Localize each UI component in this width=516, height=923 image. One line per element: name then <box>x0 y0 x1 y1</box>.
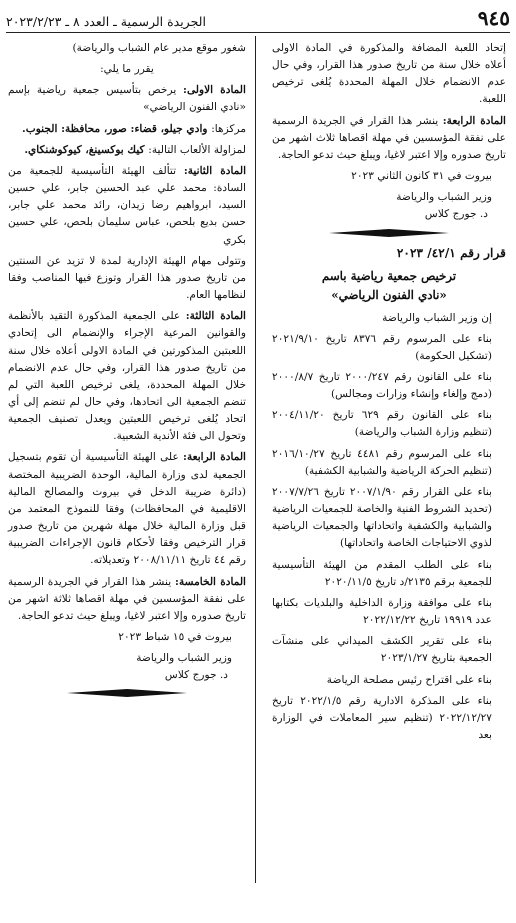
signing-minister: وزير الشباب والرياضة <box>136 652 232 665</box>
signing-minister: وزير الشباب والرياضة <box>396 191 492 204</box>
preamble-item: بناء على المرسوم رقم ٤٤٨١ تاريخ ٢٠١٦/١٠/٢٧ (تنظيم الحركة الرياضية والشبابية الكشفية) <box>272 447 492 477</box>
article-text: ينشر هذا القرار في الجريدة الرسمية على نفقة المؤسسين في مهلة اقصاها ثلاث اشهر من تاريخ صدوره وإلا اعتبر لاغيا، ويبلغ حيث تدعو الحاجة. <box>272 114 506 161</box>
article-text: ينشر هذا القرار في الجريدة الرسمية على نفقة المؤسسين في مهلة اقصاها ثلاثة اشهر من تاريخ صدوره وإلا اعتبر لاغيا، ويبلغ حيث تدعو الحاجة. <box>8 575 246 622</box>
preamble-item: بناء على المرسوم رقم ٨٣٧٦ تاريخ ٢٠٢١/٩/١٠ (تشكيل الحكومة) <box>272 332 492 362</box>
preamble-item: بناء على تقرير الكشف الميداني على منشآت الجمعية بتاريخ ٢٠٢٣/١/٢٧ <box>272 635 492 665</box>
article-label: المادة الاولى: <box>183 84 246 97</box>
location-label: مركزها: <box>211 122 246 135</box>
article-one-paragraph <box>8 82 246 116</box>
article-four-paragraph <box>272 113 506 164</box>
gazette-title: الجريدة الرسمية ـ العدد ٨ ـ ٢٠٢٣/٢/٢٣ <box>6 14 206 29</box>
article-four-paragraph <box>8 449 246 569</box>
decides-heading: يقرر ما يلي: <box>100 63 154 76</box>
decision-club-name: «نادي الفنون الرياضي» <box>331 288 447 303</box>
column-divider <box>255 36 256 883</box>
preamble-item: بناء على القانون رقم ٦٢٩ تاريخ ٢٠٠٤/١١/٢٠ (تنظيم وزارة الشباب والرياضة) <box>272 409 492 439</box>
article-two-paragraph <box>8 163 246 249</box>
article-text: على الجمعية المذكورة التقيد بالأنظمة والقوانين المرعية الإجراء والإنضمام الى إتحادي اللعبتين المذكورتين في المادة الاولى أعلاه خلال سنة من تاريخ صدور هذا القرار، وفي حال عدم الانضمام خلال المهلة المحددة، يلغى ترخيص اللعبة التي لم تنضم الجمعية الى اتحادها، وفي حال لم تنضم إلى أي اتحاد يُلغى ترخيص اللعبتين ويعدل تصنيف الجمعية وتحول الى فئة الأندية الشعبية. <box>8 310 246 443</box>
sports-label: لمزاولة الألعاب التالية: <box>148 143 246 156</box>
preamble-item: بناء على القانون رقم ٢٠٠٠/٢٤٧ تاريخ ٢٠٠٠/٨/٧ (دمج وإلغاء وإنشاء وزارات ومجالس) <box>272 371 492 401</box>
club-location <box>8 121 246 138</box>
sports-value: كيك بوكسينغ، كيوكوشنكاي. <box>24 143 149 156</box>
separator-ornament-icon <box>329 228 449 238</box>
article-label: المادة الرابعة: <box>183 451 247 464</box>
decision-title: قرار رقم ٤٢/١/ ٢٠٢٣ <box>396 245 506 260</box>
left-column <box>8 40 246 702</box>
signing-date: بيروت في ١٥ شباط ٢٠٢٣ <box>118 631 232 643</box>
signing-name: د. جورج كلاس <box>424 208 488 221</box>
preamble-item: بناء على الطلب المقدم من الهيئة التأسيسية للجمعية برقم ٢١٣٥/د تاريخ ٢٠٢٠/١١/٥ <box>272 558 492 588</box>
continuation-text: شغور موقع مدير عام الشباب والرياضة) <box>72 42 246 54</box>
preamble-item: بناء على اقتراح رئيس مصلحة الرياضة <box>326 673 492 686</box>
article-label: المادة الرابعة: <box>442 114 507 127</box>
preamble-item: بناء على القرار رقم ٢٠٠٧/١/٩٠ تاريخ ٢٠٠٧/٧/٢٦ (تحديد الشروط الفنية والخاصة للجمعيات الرياضية والشبابية والكشفية واتحاداتها والجمعيات الرياضية لذوي الاحتياجات الخاصة واتحاداتها) <box>272 485 492 550</box>
article-label: المادة الثانية: <box>183 164 247 177</box>
page-header <box>6 6 510 33</box>
preamble-intro: إن وزير الشباب والرياضة <box>382 311 492 324</box>
preamble-item: بناء على المذكرة الادارية رقم ٢٠٢٢/١/٥ تاريخ ٢٠٢٢/١٢/٢٧ (تنظيم سير المعاملات في الوزارة بعد <box>272 694 492 741</box>
article-text: على الهيئة التأسيسية أن تقوم بتسجيل الجمعية لدى وزارة المالية، الوحدة الضريبية المختصة (دائرة ضريبة الدخل في بيروت والمصالح المالية الاقليمية في المحافظات) وفقا للنموذج المعتمد من قبل وزارة المالية خلال مهلة شهرين من تاريخ صدور قرار الترخيص وفقا لأحكام قانون الإجراءات الضريبية رقم ٤٤ تاريخ ٢٠٠٨/١١/١١ وتعديلاته. <box>8 451 246 567</box>
right-column <box>272 40 506 748</box>
signing-name: د. جورج كلاس <box>164 669 228 682</box>
decision-subtitle: ترخيص جمعية رياضية باسم <box>321 269 457 284</box>
paragraph-text: إتحاد اللعبة المضافة والمذكورة في المادة الاولى أعلاه خلال سنة من تاريخ صدور هذا القرار، وفي حال عدم الانضمام خلال المهلة المحددة يُلغى ترخيص اللعبة. <box>272 42 506 106</box>
signing-date: بيروت في ٣١ كانون الثاني ٢٠٢٣ <box>351 170 492 183</box>
article-text: يرخص بتأسيس جمعية رياضية بإسم «نادي الفنون الرياضي» <box>8 84 246 114</box>
article-text: تتألف الهيئة التأسيسية للجمعية من السادة: محمد علي عبد الحسين جابر، علي حسين السيد، ابرواهيم رضا زيدان، رائد محمد علي جابر، حسن بديع بلحص، عباس سليمان بلحص، علي حسين بكري <box>8 164 246 246</box>
page-number: ٩٤٥ <box>477 6 510 30</box>
article-label: المادة الثالثة: <box>185 310 246 323</box>
preamble-item: بناء على موافقة وزارة الداخلية والبلديات بكتابها عدد ١٩٩١٩ تاريخ ٢٠٢٢/١٢/٢٢ <box>272 596 492 627</box>
paragraph-text: وتتولى مهام الهيئة الإدارية لمدة لا تزيد عن السنتين من تاريخ صدور هذا القرار وتوزع فيها المناصب وفقا لنظامها العام. <box>8 254 246 302</box>
article-label: المادة الخامسة: <box>175 575 247 588</box>
separator-ornament-icon <box>67 688 187 698</box>
club-sports <box>8 142 246 159</box>
article-five-paragraph <box>8 574 246 625</box>
location-value: وادي جيلو، قضاء: صور، محافظة: الجنوب. <box>22 122 212 135</box>
article-three-paragraph <box>8 308 246 445</box>
